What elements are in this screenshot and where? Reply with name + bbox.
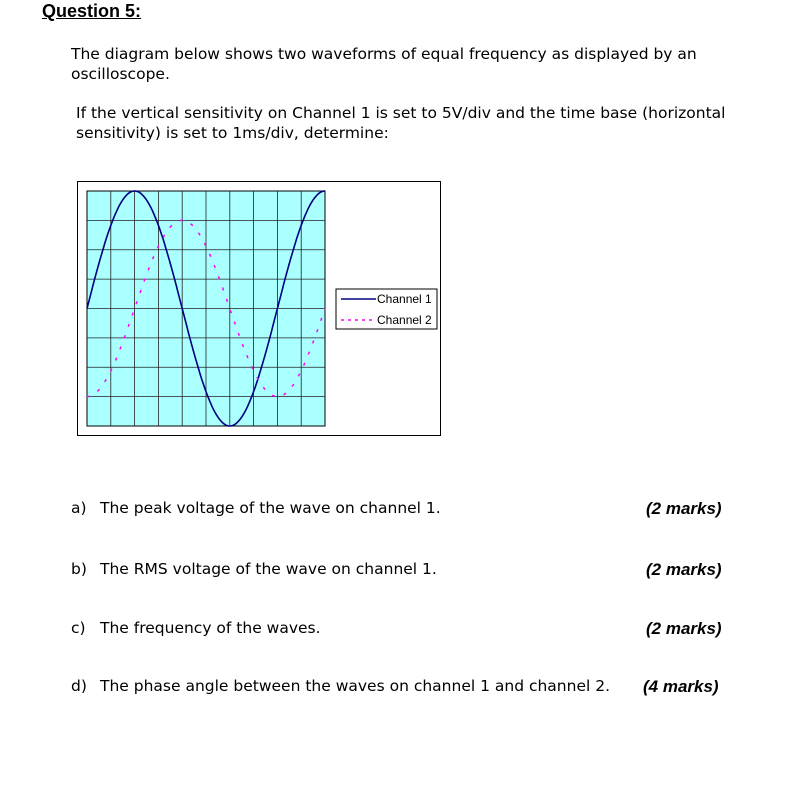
part-b-label: b) (71, 560, 87, 578)
part-c-label: c) (71, 619, 86, 637)
part-d-label: d) (71, 677, 87, 695)
legend-label-channel-2: Channel 2 (377, 313, 432, 327)
part-b-text: The RMS voltage of the wave on channel 1. (100, 560, 437, 578)
part-d (71, 677, 610, 695)
instruction-text: If the vertical sensitivity on Channel 1 is set to 5V/div and the time base (horizontal sensitivity) is set to 1ms/div, determine: (76, 104, 726, 142)
legend-label-channel-1: Channel 1 (377, 292, 432, 306)
oscilloscope-chart (78, 182, 440, 435)
part-b-marks: (2 marks) (646, 560, 722, 579)
part-d-text: The phase angle between the waves on channel 1 and channel 2. (100, 677, 611, 695)
part-a-text: The peak voltage of the wave on channel 1. (100, 499, 441, 517)
part-c (71, 619, 321, 637)
part-c-marks: (2 marks) (646, 619, 722, 638)
part-a-marks: (2 marks) (646, 499, 722, 518)
part-a-label: a) (71, 499, 87, 517)
oscilloscope-figure (77, 181, 441, 436)
part-c-text: The frequency of the waves. (100, 619, 321, 637)
question-heading: Question 5: (42, 1, 142, 21)
part-a (71, 499, 441, 517)
part-b (71, 560, 437, 578)
intro-text: The diagram below shows two waveforms of equal frequency as displayed by an oscilloscope. (71, 45, 697, 83)
part-d-marks: (4 marks) (643, 677, 719, 696)
